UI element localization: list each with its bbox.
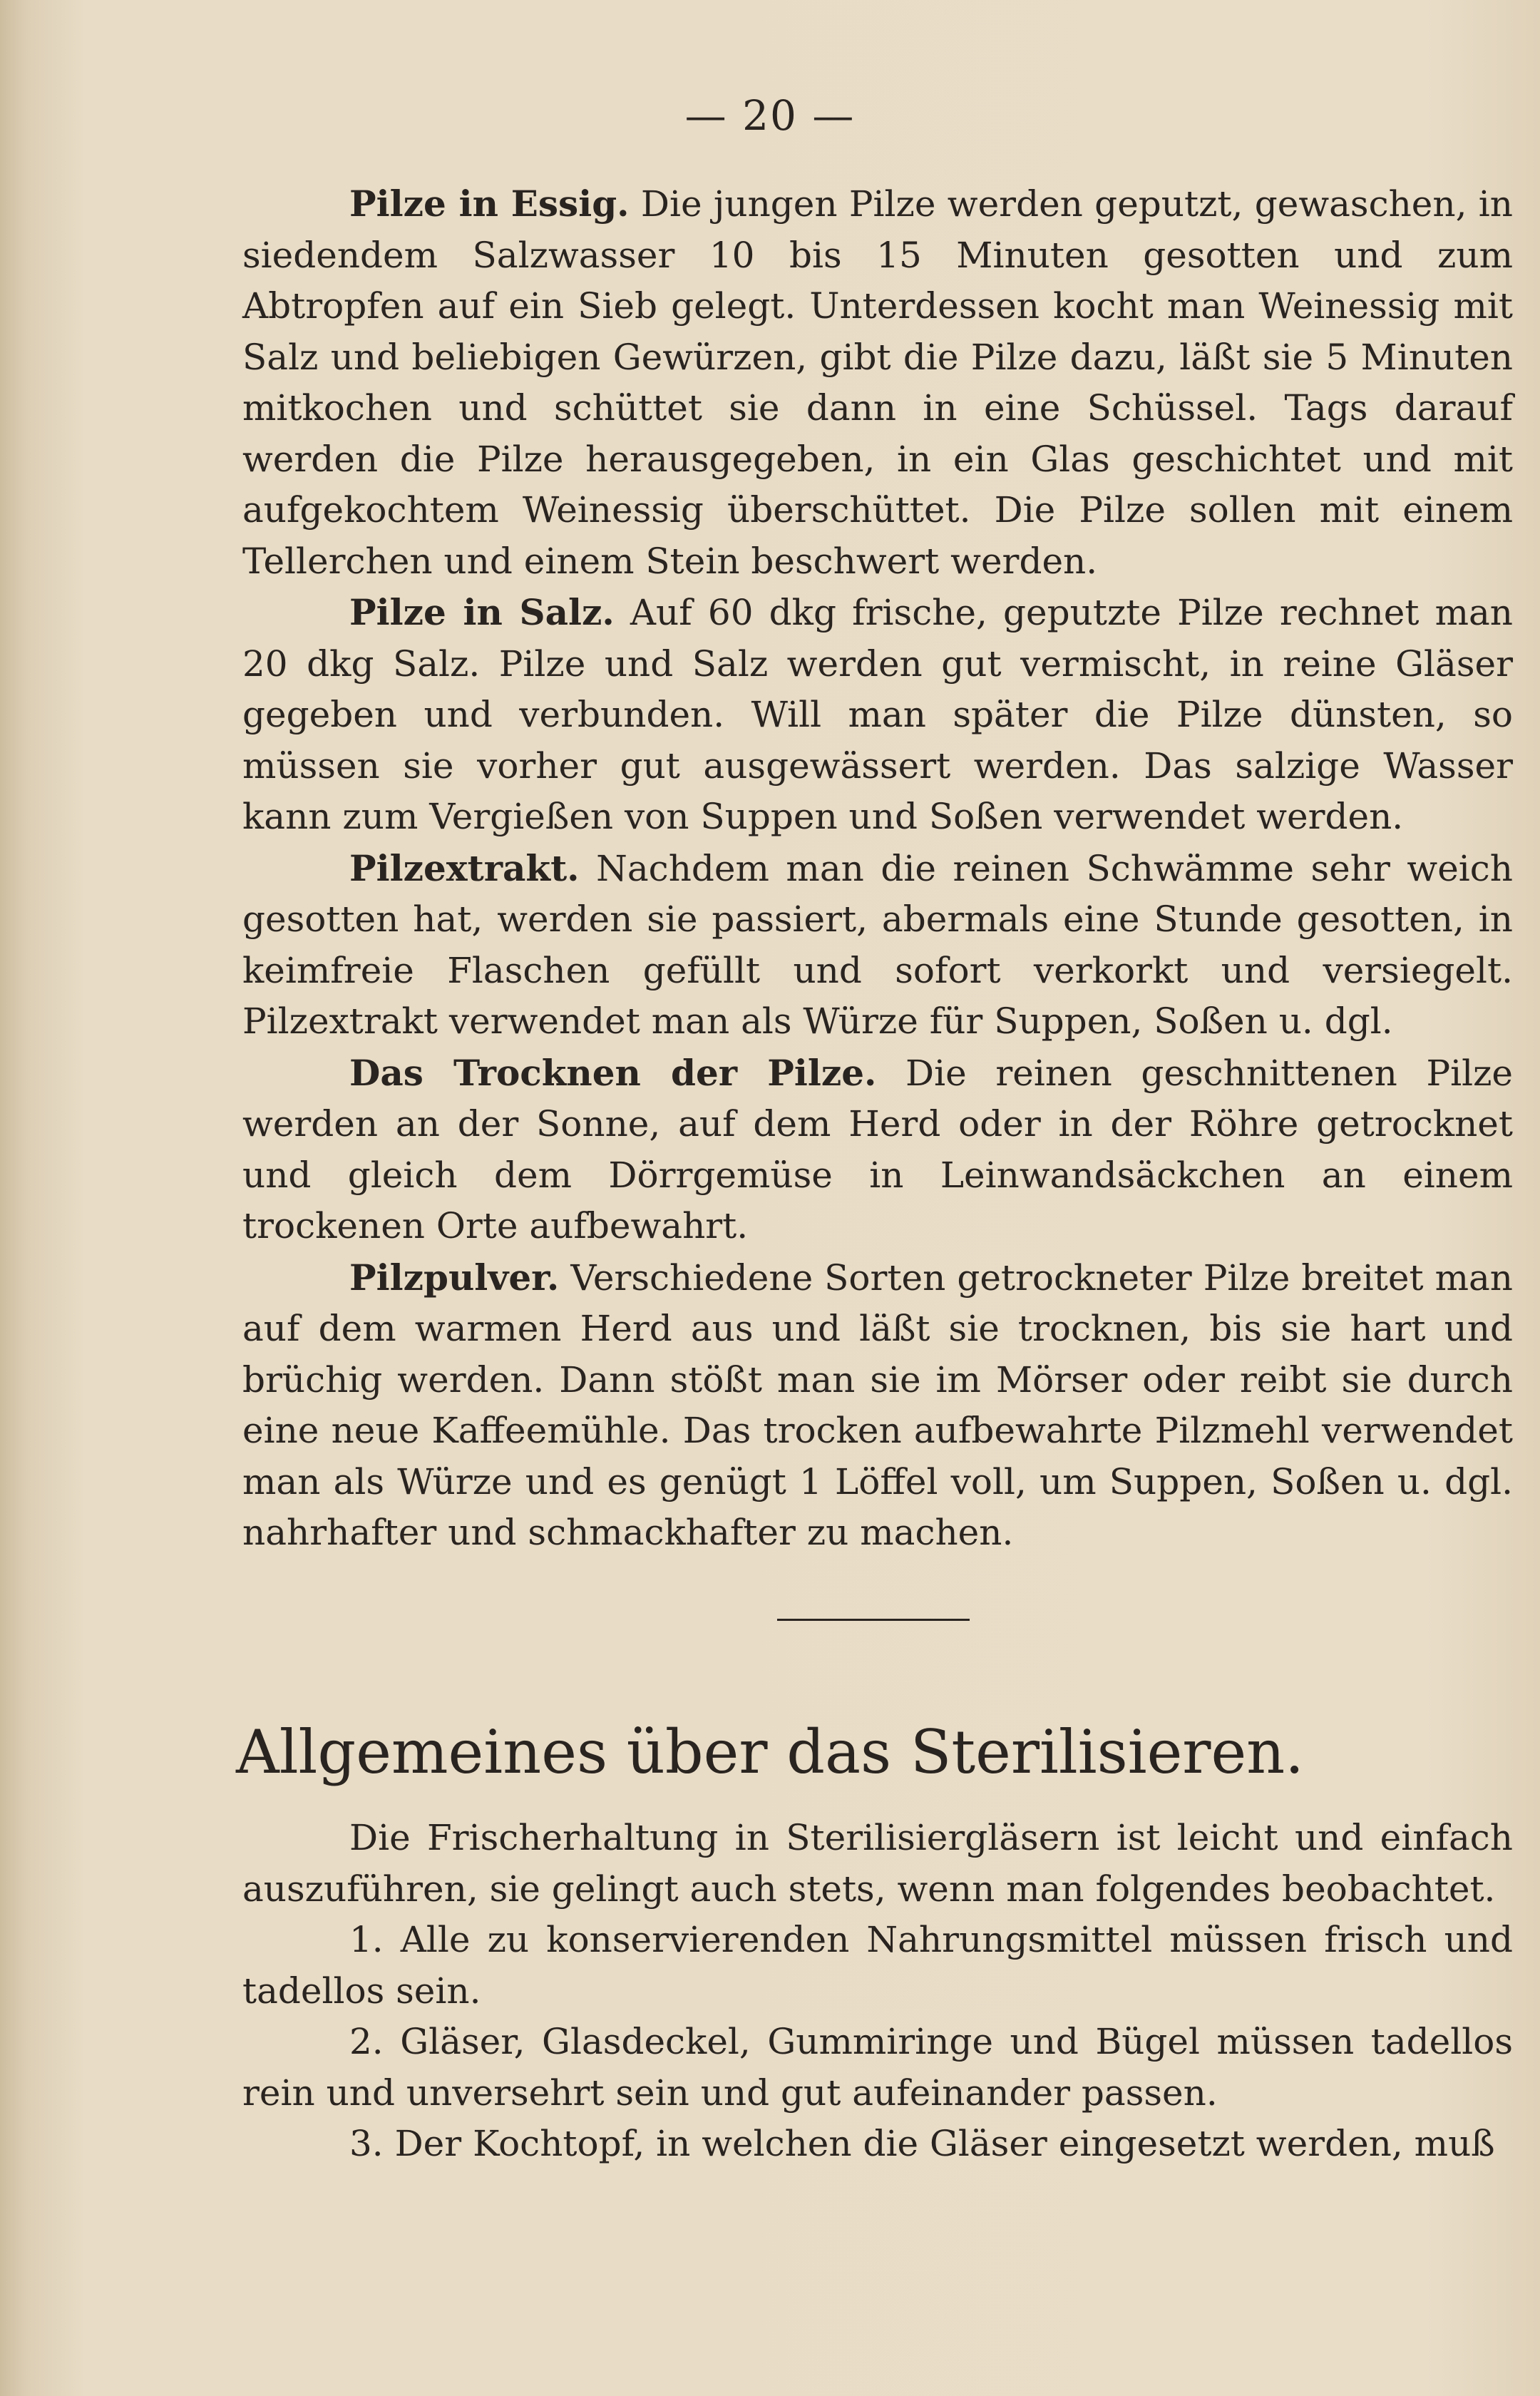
paragraph-text: Auf 60 dkg frische, geputzte Pilze rechnet man 20 dkg Salz. Pilze und Salz werden gut vermischt, in reine Gläser gegeben und verbunden. Will man später die Pilze dünsten, so müssen sie vorher gut ausgewässert werden. Das salzige Wasser kann zum Vergießen von Suppen und Soßen verwendet werden. (242, 592, 1513, 837)
paragraph-heading: Pilzpulver. (349, 1256, 560, 1299)
paragraph-intro: Die Frischerhaltung in Sterilisiergläsern ist leicht und einfach auszuführen, sie gelingt auch stets, wenn man folgendes beobachtet. (242, 1817, 1513, 1910)
paragraph-text: Nachdem man die reinen Schwämme sehr weich gesotten hat, werden sie passiert, abermals eine Stunde gesotten, in keimfreie Flaschen gefüllt und sofort verkorkt und versiegelt. Pilzextrakt verwendet man als Würze für Suppen, Soßen u. dgl. (242, 847, 1513, 1042)
paragraph-pilzpulver (242, 1252, 1513, 1559)
paragraph-trocknen (242, 1048, 1513, 1252)
section-title: Allgemeines über das Sterilisieren. (236, 1717, 1304, 1787)
paragraph-text: Die reinen geschnittenen Pilze werden an der Sonne, auf dem Herd oder in der Röhre getrocknet und gleich dem Dörrgemüse in Leinwandsäckchen an einem trockenen Orte aufbewahrt. (242, 1052, 1514, 1246)
paragraph-pilze-in-salz (242, 587, 1513, 843)
paragraph-rule-1: 1. Alle zu konservierenden Nahrungsmittel müssen frisch und tadellos sein. (242, 1919, 1513, 2012)
paragraph-heading: Pilzextrakt. (349, 846, 580, 889)
paragraph-heading: Das Trocknen der Pilze. (349, 1051, 877, 1094)
paragraph-pilzextrakt (242, 843, 1513, 1048)
paragraph-rule-3: 3. Der Kochtopf, in welchen die Gläser eingesetzt werden, muß (349, 2123, 1495, 2164)
paragraph-text: Verschiedene Sorten getrockneter Pilze breitet man auf dem warmen Herd aus und läßt sie trocknen, bis sie hart und brüchig werden. Dann stößt man sie im Mörser oder reibt sie durch eine neue Kaffeemühle. Das trocken aufbewahrte Pilzmehl verwendet man als Würze und es genügt 1 Löffel voll, um Suppen, Soßen u. dgl. nahrhafter und schmackhafter zu machen. (242, 1256, 1513, 1553)
paragraph-pilze-in-essig (242, 178, 1513, 587)
paragraph-heading: Pilze in Essig. (349, 183, 630, 225)
paragraph-rule-2: 2. Gläser, Glasdeckel, Gummiringe und Bügel müssen tadellos rein und unversehrt sein und gut aufeinander passen. (242, 2021, 1513, 2114)
mushroom-recipes (242, 178, 1513, 1559)
page-number: — 20 — (684, 91, 856, 140)
paragraph-heading: Pilze in Salz. (349, 591, 615, 633)
sterilization-section (242, 1813, 1513, 2170)
section-divider (777, 1619, 970, 1621)
paragraph-text: Die jungen Pilze werden geputzt, gewaschen, in siedendem Salzwasser 10 bis 15 Minuten gesotten und zum Abtropfen auf ein Sieb gelegt. Unterdessen kocht man Weinessig mit Salz und beliebigen Gewürzen, gibt die Pilze dazu, läßt sie 5 Minuten mitkochen und schüttet sie dann in eine Schüssel. Tags darauf werden die Pilze herausgegeben, in ein Glas geschichtet und mit aufgekochtem Weinessig überschüttet. Die Pilze sollen mit einem Tellerchen und einem Stein beschwert werden. (242, 183, 1513, 582)
